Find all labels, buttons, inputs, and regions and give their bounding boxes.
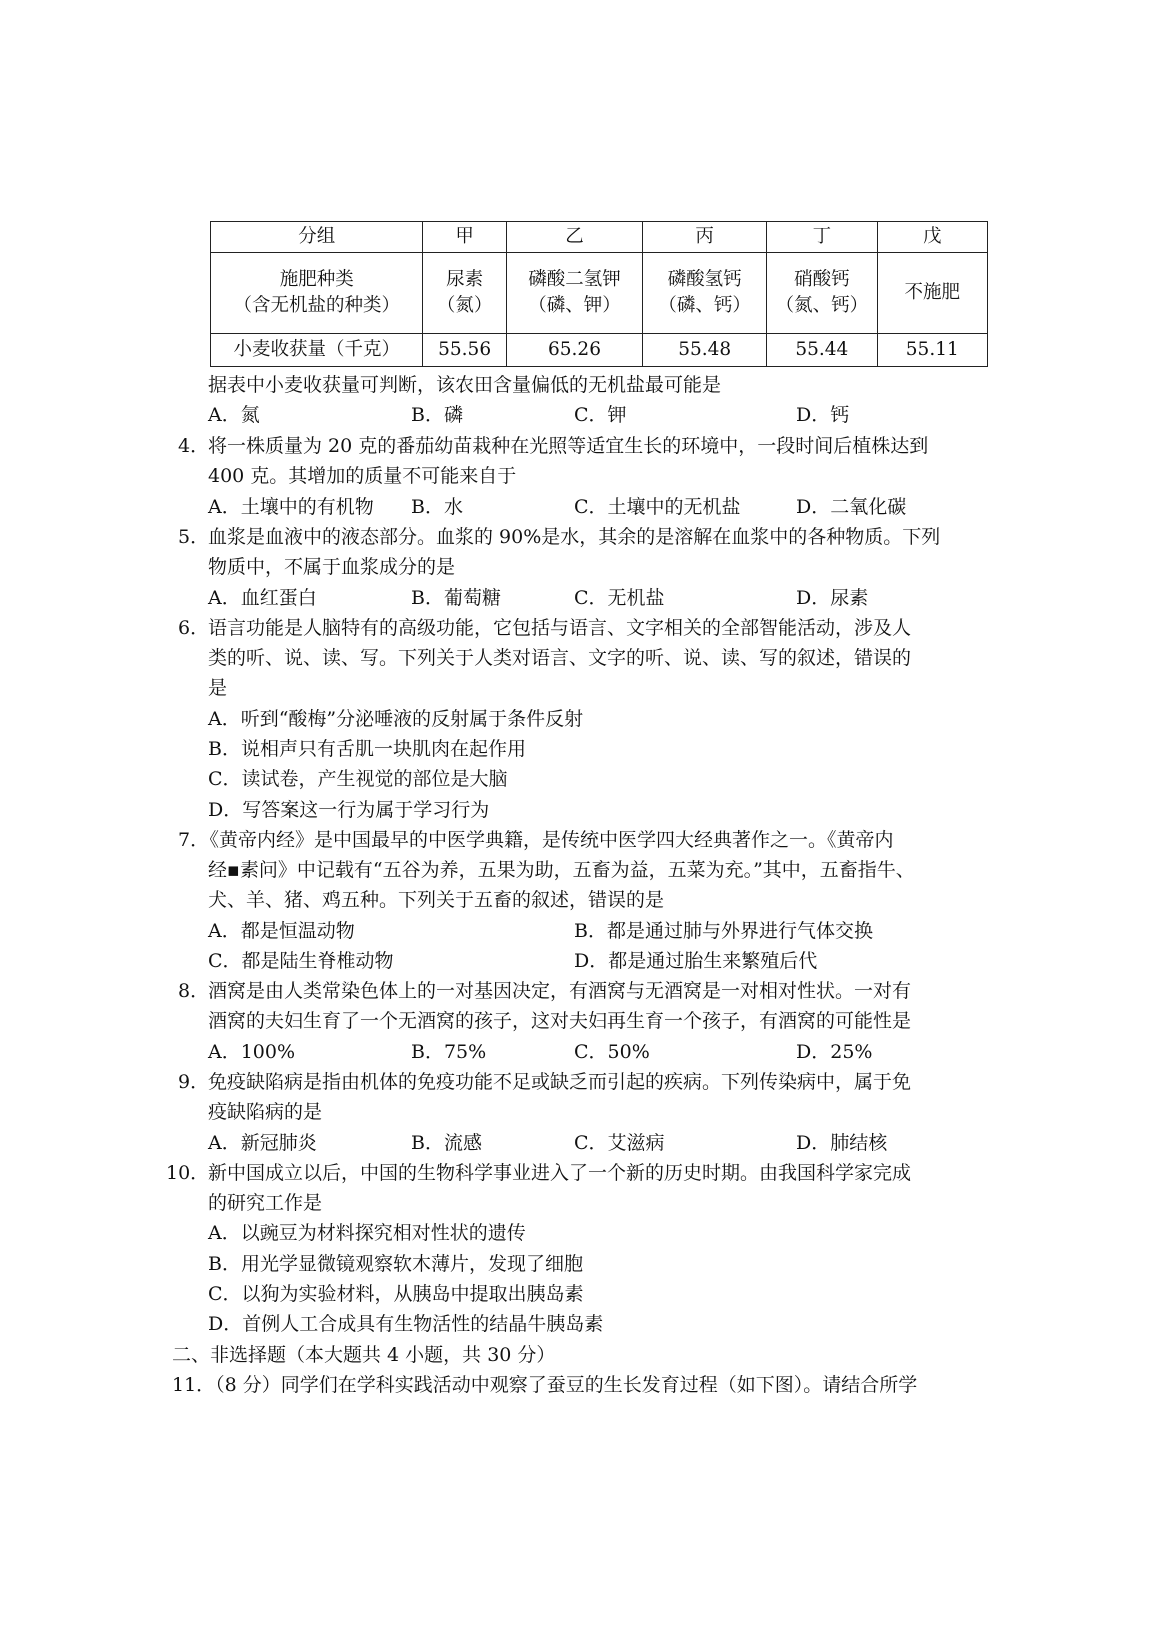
question-text: 酒窝的夫妇生育了一个无酒窝的孩子，这对夫妇再生育一个孩子，有酒窝的可能性是 xyxy=(208,1010,912,1032)
option-d: D．尿素 xyxy=(796,587,869,609)
question-text: 犬、羊、猪、鸡五种。下列关于五畜的叙述，错误的是 xyxy=(208,889,665,911)
option-c: C．艾滋病 xyxy=(574,1132,665,1154)
question-text: 11．（8 分）同学们在学科实践活动中观察了蚕豆的生长发育过程（如下图）。请结合所学 xyxy=(172,1374,918,1396)
cell-line: （磷、钙） xyxy=(658,295,751,316)
cell-line: 不施肥 xyxy=(904,282,961,303)
option-c: C．土壤中的无机盐 xyxy=(574,496,741,518)
cell-line: （氮、钙） xyxy=(775,295,869,316)
table-cell: 55.11 xyxy=(877,334,987,367)
option-b: B．流感 xyxy=(411,1132,482,1154)
table-cell: 55.44 xyxy=(767,334,877,367)
question-text: 是 xyxy=(208,677,228,699)
question-number: 5． xyxy=(178,526,210,548)
cell-line: 尿素 xyxy=(446,269,484,290)
table-cell xyxy=(877,253,987,334)
question-text: 将一株质量为 20 克的番茄幼苗栽种在光照等适宜生长的环境中，一段时间后植株达到 xyxy=(208,435,929,457)
option-b: B．葡萄糖 xyxy=(411,587,501,609)
cell-line: 磷酸氢钙 xyxy=(667,269,742,290)
option-a: A．都是恒温动物 xyxy=(208,920,355,942)
question-text: 疫缺陷病的是 xyxy=(208,1101,323,1123)
cell-line: 施肥种类 xyxy=(279,269,354,290)
option-b: B．水 xyxy=(411,496,463,518)
option-b: B．75% xyxy=(411,1041,487,1063)
option-d: D．都是通过胎生来繁殖后代 xyxy=(574,950,818,972)
cell-line: 磷酸二氢钾 xyxy=(528,269,621,290)
cell-line: 硝酸钙 xyxy=(794,269,850,290)
question-text: 类的听、说、读、写。下列关于人类对语言、文字的听、说、读、写的叙述，错误的 xyxy=(208,647,912,669)
table-header-cell: 乙 xyxy=(506,222,642,253)
table-row-label: 小麦收获量（千克） xyxy=(211,334,423,367)
option-d: D．首例人工合成具有生物活性的结晶牛胰岛素 xyxy=(208,1313,604,1335)
cell-line: （磷、钾） xyxy=(528,295,621,316)
question-text: 血浆是血液中的液态部分。血浆的 90%是水，其余的是溶解在血浆中的各种物质。下列 xyxy=(208,526,941,548)
question-number: 4． xyxy=(178,435,210,457)
question-stem: 据表中小麦收获量可判断，该农田含量偏低的无机盐最可能是 xyxy=(208,374,722,396)
option-a: A．100% xyxy=(208,1041,296,1063)
table-header-cell: 戊 xyxy=(877,222,987,253)
table-cell: 65.26 xyxy=(506,334,642,367)
option-b: B．用光学显微镜观察软木薄片，发现了细胞 xyxy=(208,1253,583,1275)
option-d: D．肺结核 xyxy=(796,1132,888,1154)
option-d: D．钙 xyxy=(796,404,850,426)
table-header-row xyxy=(211,222,988,253)
question-text: 400 克。其增加的质量不可能来自于 xyxy=(208,465,517,487)
table-header-cell: 丙 xyxy=(643,222,767,253)
cell-line: （含无机盐的种类） xyxy=(233,295,400,316)
option-c: C．无机盐 xyxy=(574,587,665,609)
option-b: B．磷 xyxy=(411,404,463,426)
option-a: A．氮 xyxy=(208,404,260,426)
table-header-cell: 丁 xyxy=(767,222,877,253)
table-header-cell: 甲 xyxy=(423,222,506,253)
option-b: B．说相声只有舌肌一块肌肉在起作用 xyxy=(208,738,526,760)
option-a: A．新冠肺炎 xyxy=(208,1132,317,1154)
table-cell xyxy=(643,253,767,334)
cell-line: （氮） xyxy=(436,295,493,316)
question-text: 酒窝是由人类常染色体上的一对基因决定，有酒窝与无酒窝是一对相对性状。一对有 xyxy=(208,980,912,1002)
question-text: 的研究工作是 xyxy=(208,1192,323,1214)
table-row xyxy=(211,334,988,367)
question-number: 6． xyxy=(178,617,210,639)
option-a: A．土壤中的有机物 xyxy=(208,496,374,518)
option-a: A．以豌豆为材料探究相对性状的遗传 xyxy=(208,1222,526,1244)
question-text: 免疫缺陷病是指由机体的免疫功能不足或缺乏而引起的疾病。下列传染病中，属于免 xyxy=(208,1071,912,1093)
table-header-cell: 分组 xyxy=(211,222,423,253)
question-number: 9． xyxy=(178,1071,210,1093)
table-cell xyxy=(506,253,642,334)
question-text: 新中国成立以后，中国的生物科学事业进入了一个新的历史时期。由我国科学家完成 xyxy=(208,1162,912,1184)
question-number: 10． xyxy=(166,1162,210,1184)
question-number: 7． xyxy=(178,829,210,851)
section-heading: 二、非选择题（本大题共 4 小题，共 30 分） xyxy=(172,1344,556,1366)
question-text: 经▪素问》中记载有“五谷为养，五果为助，五畜为益，五菜为充。”其中，五畜指牛、 xyxy=(208,859,915,881)
option-c: C．都是陆生脊椎动物 xyxy=(208,950,394,972)
option-a: A．听到“酸梅”分泌唾液的反射属于条件反射 xyxy=(208,708,584,730)
fertilizer-table xyxy=(210,221,988,367)
question-text: 《黄帝内经》是中国最早的中医学典籍，是传统中医学四大经典著作之一。《黄帝内 xyxy=(200,829,894,851)
option-c: C．50% xyxy=(574,1041,650,1063)
table-cell xyxy=(423,253,506,334)
option-b: B．都是通过肺与外界进行气体交换 xyxy=(574,920,873,942)
option-c: C．以狗为实验材料，从胰岛中提取出胰岛素 xyxy=(208,1283,584,1305)
option-c: C．读试卷，产生视觉的部位是大脑 xyxy=(208,768,508,790)
question-text: 语言功能是人脑特有的高级功能，它包括与语言、文字相关的全部智能活动，涉及人 xyxy=(208,617,912,639)
table-row xyxy=(211,253,988,334)
option-a: A．血红蛋白 xyxy=(208,587,317,609)
option-d: D．写答案这一行为属于学习行为 xyxy=(208,799,490,821)
option-d: D．25% xyxy=(796,1041,873,1063)
table-cell: 55.48 xyxy=(643,334,767,367)
question-number: 8． xyxy=(178,980,210,1002)
table-row-label xyxy=(211,253,423,334)
table-cell: 55.56 xyxy=(423,334,506,367)
table-cell xyxy=(767,253,877,334)
question-text: 物质中，不属于血浆成分的是 xyxy=(208,556,456,578)
option-d: D．二氧化碳 xyxy=(796,496,907,518)
option-c: C．钾 xyxy=(574,404,627,426)
